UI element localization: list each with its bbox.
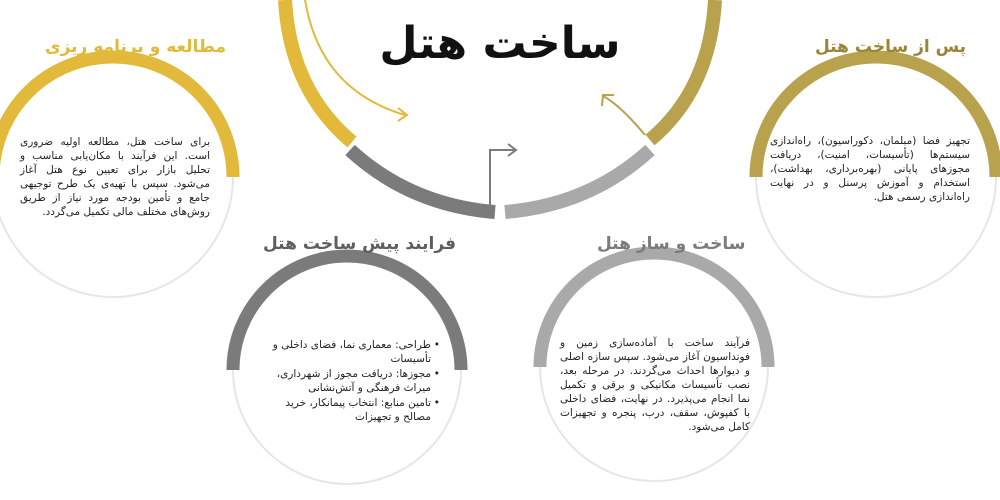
- post-construction-heading: پس از ساخت هتل: [815, 37, 967, 57]
- olive-connector-arrow: [603, 96, 645, 135]
- pre-construction-list: [258, 338, 440, 425]
- page-title: ساخت هتل: [379, 18, 621, 69]
- pre-construction-item: • طراحی: معماری نما، فضای داخلی و تأسیسات: [258, 338, 440, 366]
- pre-construction-item: • مجوزها: دریافت مجوز از شهرداری، میراث فرهنگی و آتش‌نشانی: [258, 367, 440, 395]
- top-dark-gray-arc: [350, 150, 495, 212]
- pre-construction-heading: فرایند پیش ساخت هتل: [263, 234, 457, 254]
- study-text: برای ساخت هتل، مطالعه اولیه ضروری است. این فرآیند با مکان‌یابی مناسب و تحلیل بازار برای تعیین نوع هتل آغاز می‌شود. سپس با تهیه‌ی یک طرح توجیهی جامع و تأمین بودجه مورد نیاز از طریق روش‌های مختلف مالی تکمیل می‌گردد.: [20, 136, 210, 218]
- post-construction-text: تجهیز فضا (مبلمان، دکوراسیون)، راه‌اندازی سیستم‌ها (تأسیسات، امنیت)، دریافت مجوزهای پایانی (بهره‌برداری، بهداشت)، استخدام و آموزش پرسنل و در نهایت راه‌اندازی رسمی هتل.: [770, 135, 970, 203]
- construction-text: فرآیند ساخت با آماده‌سازی زمین و فونداسیون آغاز می‌شود. سپس سازه اصلی و دیوارها احداث می‌گردند. در مرحله بعد، نصب تأسیسات مکانیکی و برقی و تکمیل نما انجام می‌پذیرد. در نهایت، فضای داخلی با کفپوش، سقف، درب، پنجره و تجهیزات کامل می‌شود.: [560, 337, 750, 433]
- study-heading: مطالعه و برنامه ریزی: [45, 37, 226, 57]
- construction-heading: ساخت و ساز هتل: [597, 234, 746, 254]
- pre-construction-item: • تامین منابع: انتخاب پیمانکار، خرید مصالح و تجهیزات: [258, 396, 440, 424]
- top-light-gray-arc: [505, 150, 650, 212]
- olive-arrowhead-icon: [602, 95, 614, 106]
